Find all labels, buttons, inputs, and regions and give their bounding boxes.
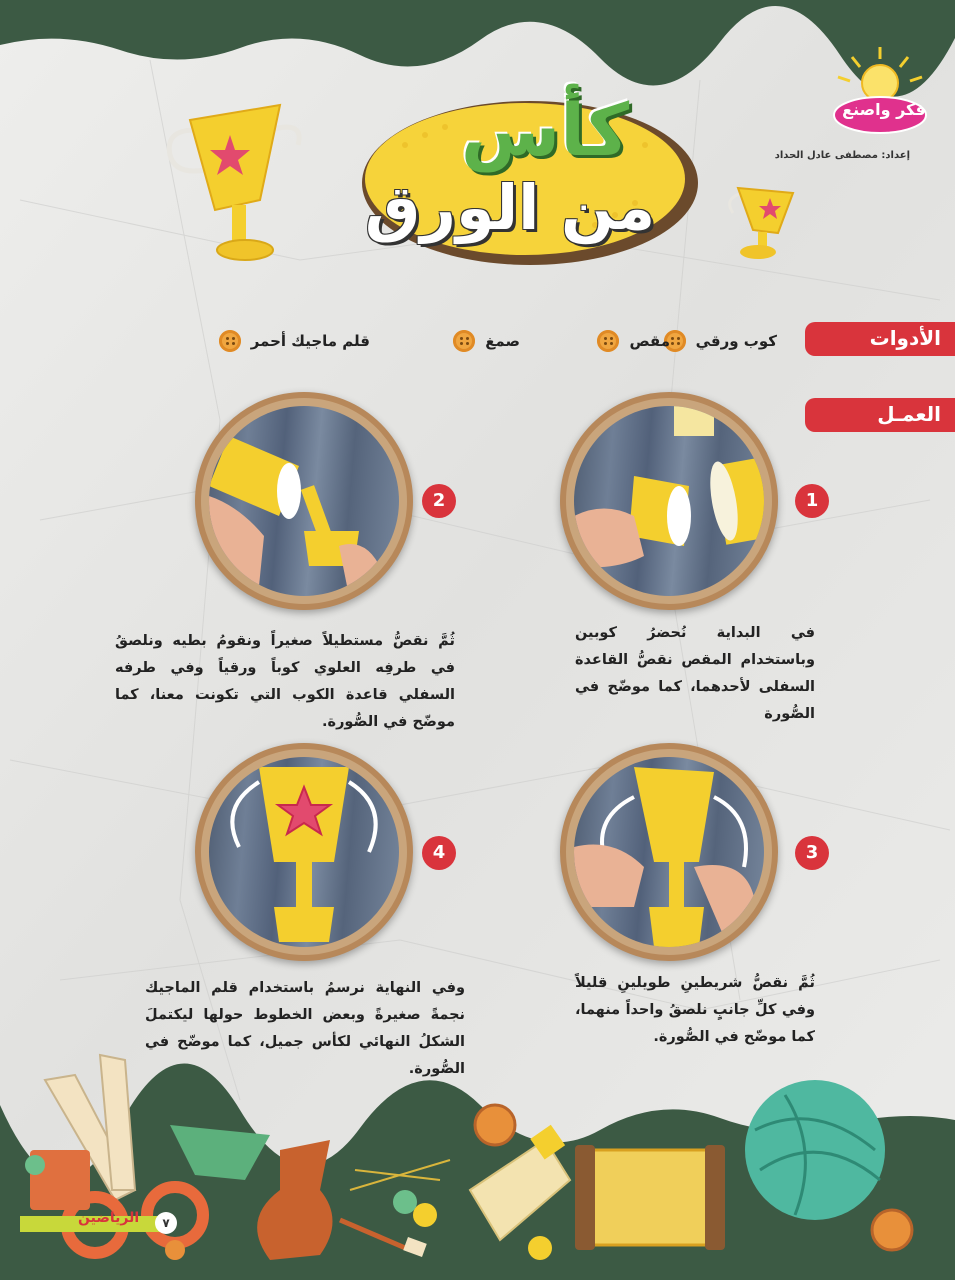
- trophy-handles-photo-illustration: [574, 757, 764, 947]
- tool-item-paper-cup: [664, 330, 777, 352]
- yarn-ball-icon: [745, 1080, 885, 1220]
- button-icon: [25, 1155, 45, 1175]
- step-1-text: في البداية نُحضرُ كوبين وباستخدام المقص نقصُّ القاعدة السفلى لأحدهما، كما موضّح في الصُّورة: [575, 625, 815, 722]
- button-icon: [528, 1236, 552, 1260]
- twine-spool-icon: [585, 1150, 715, 1245]
- step-4-text: وفي النهاية نرسمُ باستخدام قلم الماجيك نجمةً صغيرةً وبعض الخطوط حولها ليكتملَ الشكلُ النهائي لكأس جميل، كما موضّح في الصُّورة.: [145, 980, 465, 1077]
- step-3-photo: [560, 743, 778, 961]
- tool-label: صمغ: [485, 332, 520, 350]
- cup-assembly-photo-illustration: [209, 406, 399, 596]
- trophy-illustration-left: [160, 90, 310, 265]
- clay-vase-icon: [257, 1140, 332, 1260]
- author-credit: إعداد: مصطفى عادل الحداد: [774, 150, 910, 161]
- button-icon: [872, 1210, 912, 1250]
- step-2-text: ثُمَّ نقصُّ مستطيلاً صغيراً ونقومُ بطيه ونلصقُ في طرفِه العلوي كوباً ورقياً وفي طرفه السفلي قاعدة الكوب التي تكونت معنا، كما موضّح في الصُّورة.: [115, 633, 455, 730]
- page-number: ٧: [155, 1212, 177, 1234]
- title-line-2: من الورق: [364, 171, 656, 244]
- paintbrush-icon: [340, 1220, 410, 1250]
- title-line-1: كأس: [460, 88, 630, 172]
- tool-item-red-marker: [219, 330, 370, 352]
- button-icon: [393, 1190, 417, 1214]
- craft-supplies-illustration: [0, 1040, 955, 1280]
- step-2-photo: [195, 392, 413, 610]
- step-4-number: 4: [422, 836, 456, 870]
- tool-label: قلم ماجيك أحمر: [250, 332, 370, 350]
- tool-label: مقص: [629, 332, 670, 350]
- step-1-photo: [560, 392, 778, 610]
- tool-item-glue: [453, 330, 520, 352]
- think-and-make-badge: [830, 45, 930, 135]
- tool-label: كوب ورقي: [695, 332, 777, 350]
- finished-trophy-photo-illustration: [209, 757, 399, 947]
- magazine-name: الرياضين: [78, 1210, 140, 1226]
- work-heading: العمـل: [805, 398, 955, 432]
- step-3-text: ثُمَّ نقصُّ شريطينِ طويلينِ قليلاً وفي كلِّ جانبٍ نلصقُ واحداً منهما، كما موضّح في الصُّورة.: [575, 975, 815, 1045]
- step-4-photo: [195, 743, 413, 961]
- needles-icon: [350, 1160, 450, 1190]
- cups-photo-illustration: [574, 406, 764, 596]
- tools-heading: الأدوات: [805, 322, 955, 356]
- step-1-number: 1: [795, 484, 829, 518]
- paper-boat-icon: [170, 1125, 270, 1180]
- button-icon: [413, 1203, 437, 1227]
- button-bullet-icon: [597, 330, 619, 352]
- trophy-illustration-right: [718, 178, 808, 263]
- button-icon: [165, 1240, 185, 1260]
- button-icon: [475, 1105, 515, 1145]
- button-bullet-icon: [219, 330, 241, 352]
- step-3-number: 3: [795, 836, 829, 870]
- tool-item-scissors: [597, 330, 670, 352]
- step-2-number: 2: [422, 484, 456, 518]
- badge-label: فكر واصنع: [842, 100, 926, 119]
- glue-tube-icon: [470, 1140, 570, 1240]
- button-bullet-icon: [453, 330, 475, 352]
